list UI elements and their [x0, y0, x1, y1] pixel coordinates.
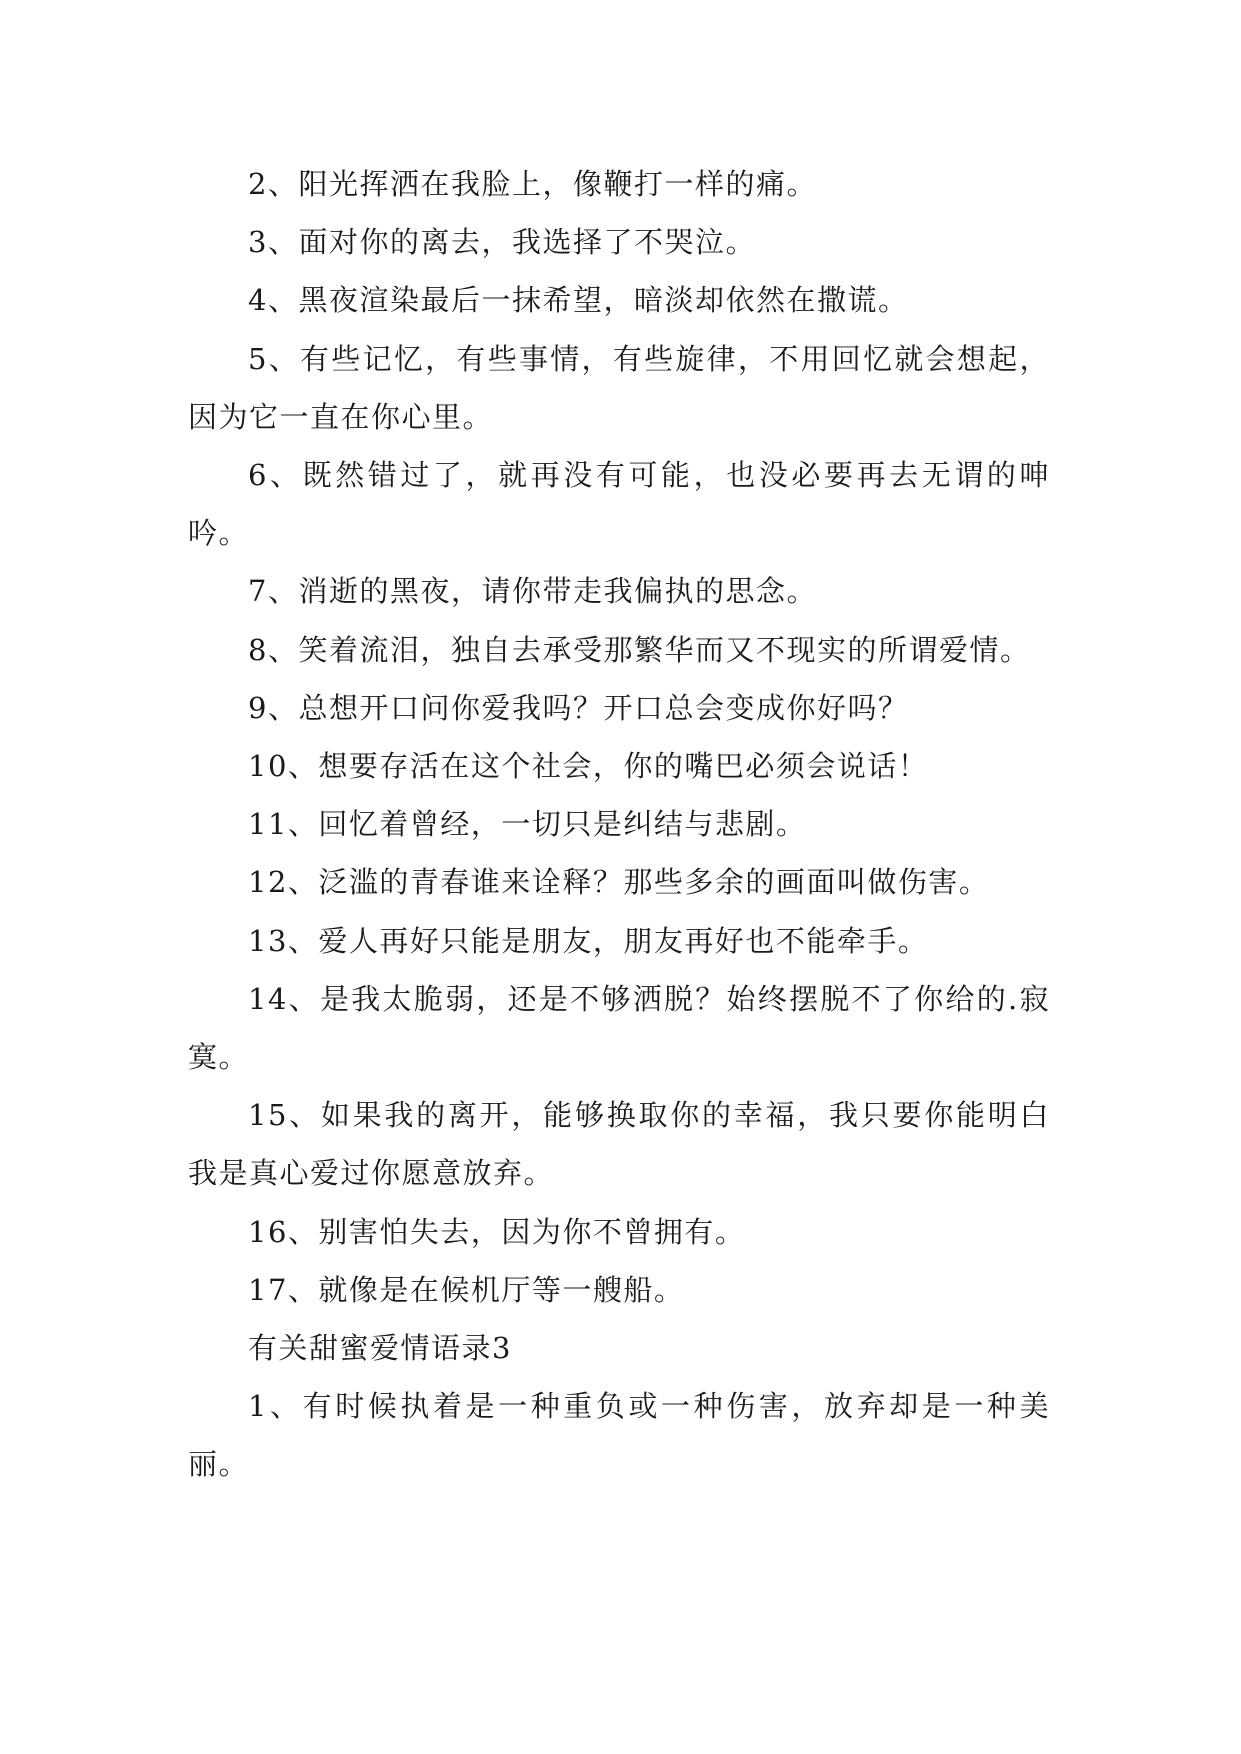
- paragraph-item-4: 4、黑夜渲染最后一抹希望，暗淡却依然在撒谎。: [248, 283, 909, 318]
- paragraph-item-11: 11、回忆着曾经，一切只是纠结与悲剧。: [248, 807, 807, 842]
- paragraph-item-15: 15、如果我的离开，能够换取你的幸福，我只要你能明白我是真心爱过你愿意放弃。: [188, 1098, 1050, 1191]
- paragraph-item-3: 3、面对你的离去，我选择了不哭泣。: [248, 225, 756, 260]
- paragraph-item-10: 10、想要存活在这个社会，你的嘴巴必须会说话！: [248, 749, 929, 784]
- paragraph-item-14: 14、是我太脆弱，还是不够洒脱？始终摆脱不了你给的.寂寞。: [188, 981, 1050, 1075]
- paragraph-item-13: 13、爱人再好只能是朋友，朋友再好也不能牵手。: [248, 923, 929, 958]
- paragraph-item-5: 5、有些记忆，有些事情，有些旋律，不用回忆就会想起，因为它一直在你心里。: [188, 341, 1050, 434]
- section-heading: 有关甜蜜爱情语录3: [248, 1331, 512, 1366]
- paragraph-item-17: 17、就像是在候机厅等一艘船。: [248, 1272, 685, 1307]
- paragraph-item-7: 7、消逝的黑夜，请你带走我偏执的思念。: [248, 574, 817, 609]
- document-body: [188, 155, 1050, 1494]
- paragraph-item-1: 1、有时候执着是一种重负或一种伤害，放弃却是一种美丽。: [188, 1389, 1050, 1482]
- paragraph-item-16: 16、别害怕失去，因为你不曾拥有。: [248, 1214, 746, 1249]
- paragraph-item-8: 8、笑着流泪，独自去承受那繁华而又不现实的所谓爱情。: [248, 632, 1031, 667]
- paragraph-item-12: 12、泛滥的青春谁来诠释？那些多余的画面叫做伤害。: [248, 865, 990, 900]
- paragraph-item-9: 9、总想开口问你爱我吗？开口总会变成你好吗？: [248, 690, 909, 725]
- paragraph-item-6: 6、既然错过了，就再没有可能，也没必要再去无谓的呻吟。: [188, 458, 1050, 551]
- paragraph-item-2: 2、阳光挥洒在我脸上，像鞭打一样的痛。: [248, 167, 817, 201]
